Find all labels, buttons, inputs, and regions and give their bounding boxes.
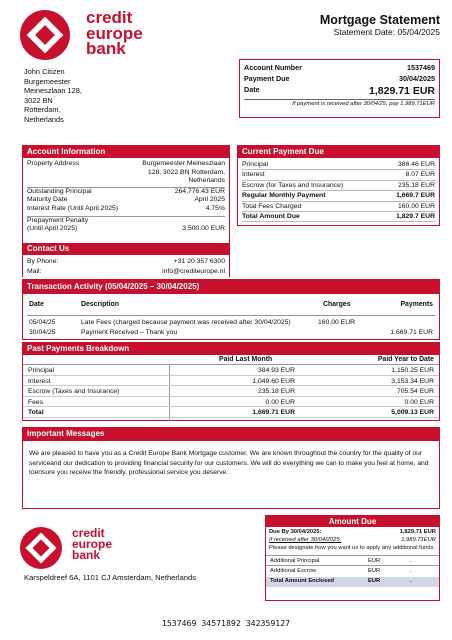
contact-email: info@crediteurope.nl <box>162 267 225 275</box>
divider <box>27 315 435 316</box>
recipient-line: Rotterdam, <box>24 105 61 114</box>
account-number: 1537469 <box>407 63 435 72</box>
payment-due-date: 30/04/2025 <box>399 74 435 83</box>
payment-coupon: Amount Due Due By 30/04/2025: 1,829.71 EUR If received after 30/04/2025: 1,989.71EUR Please designate how you want us to apply any additional funds. Additional Principal EUR . Additional Escrow EUR . Total Amount Enclosed EUR . <box>265 515 440 601</box>
late-payment-note: If payment is received after 30/04/25, pay 1,989.71EUR <box>244 99 435 107</box>
account-info-value: 4.75% <box>205 204 225 212</box>
recipient-line: John Citizen <box>24 67 65 76</box>
past-payment-ytd: 5,009.13 EUR <box>391 409 434 416</box>
account-info-row <box>27 196 225 205</box>
current-payment-value: 386.46 EUR <box>397 161 435 168</box>
past-payment-label: Total <box>28 409 44 416</box>
transaction-activity-title: Transaction Activity (05/04/2025 – 30/04/2025) <box>23 280 439 294</box>
current-payment-row <box>242 191 435 201</box>
amount-due: 1,829.71 EUR <box>369 85 435 97</box>
transaction-date: 30/04/25 <box>29 328 56 336</box>
past-payment-row <box>23 365 439 376</box>
summary-box: Account Number 1537469 Payment Due 30/04/2025 Date 1,829.71 EUR If payment is received after 30/04/25, pay 1,989.71EUR <box>239 59 440 118</box>
account-info-label: Outstanding Principal <box>27 187 92 195</box>
property-address-line: Burgemeester Meineszlaan <box>142 160 225 167</box>
current-payment-row <box>242 202 435 212</box>
account-info-value: April 2025 <box>194 196 225 204</box>
coupon-row <box>266 565 439 576</box>
coupon-due-amount: 1,829.71 EUR <box>399 529 436 535</box>
recipient-line: Netherlands <box>24 114 64 124</box>
past-payment-ytd: 3,153.34 EUR <box>391 377 434 385</box>
current-payment-row <box>242 160 435 170</box>
important-messages-text: We are pleased to have you as a Credit Europe Bank Mortgage customer. We are known throughout the country for the quality of our serviceand our dedication to providing financial security for our customers. We will do everything we can to make you feel at home, and toensure you receive the friendly, professional service you deserve. <box>29 450 429 477</box>
coupon-total-row: Total Amount Enclosed EUR . <box>266 577 439 587</box>
coupon-row-input[interactable]: . <box>410 568 412 575</box>
transaction-activity-section: Transaction Activity (05/04/2025 – 30/04/2025) Date Description Charges Payments 05/04/25 Late Fees (charged because payment was received after 30/04/2025) 160.00 EUR 30/04/25 Payment Received – Thank you 1,669.71 EUR <box>22 279 440 340</box>
statement-date: Statement Date: 05/04/2025 <box>333 27 440 37</box>
coupon-row-input[interactable]: . <box>410 557 412 564</box>
current-payment-value: 8.07 EUR <box>405 171 435 179</box>
bank-logo-footer <box>20 527 62 569</box>
account-info-value: 264,776.43 EUR <box>174 187 225 195</box>
account-info-row <box>27 188 225 197</box>
past-payment-row <box>23 386 439 397</box>
transaction-description: Payment Received – Thank you <box>81 328 178 336</box>
past-payment-row <box>23 376 439 387</box>
recipient-line: Meineszlaan 128, <box>24 86 82 95</box>
transaction-description: Late Fees (charged because payment was received after 30/04/2025) <box>81 319 291 326</box>
current-payment-value: 1,669.7 EUR <box>396 192 435 200</box>
current-payment-label: Principal <box>242 161 269 168</box>
past-payment-row <box>23 407 439 418</box>
contact-title: Contact Us <box>23 243 229 255</box>
micr-line: 1537469 34571892 342359127 <box>161 618 291 628</box>
current-payment-row <box>242 181 435 191</box>
current-payment-row <box>242 212 435 222</box>
contact-phone: +31 20 357 6300 <box>173 258 225 265</box>
past-payment-last-month: 0.00 EUR <box>265 398 295 406</box>
recipient-line: Burgemeester <box>24 76 71 86</box>
transaction-row <box>23 319 439 329</box>
past-payment-last-month: 235.18 EUR <box>257 388 295 395</box>
transaction-charge: 160.00 EUR <box>318 319 356 326</box>
current-payment-row <box>242 170 435 180</box>
prepayment-penalty-value: 3,500.00 EUR <box>182 225 225 233</box>
recipient-line: 3022 BN <box>24 95 53 105</box>
important-messages-title: Important Messages <box>23 428 439 441</box>
past-payment-ytd: 0.00 EUR <box>404 398 434 406</box>
account-info-label: Maturity Date <box>27 196 68 204</box>
current-payment-label: Total Amount Due <box>242 212 300 220</box>
current-payment-label: Total Fees Charged <box>242 202 302 210</box>
account-information-title: Account Information <box>23 146 229 158</box>
bank-logo-footer-text: credit europe bank <box>72 526 113 563</box>
past-payment-label: Escrow (Taxes and Insurance) <box>28 388 120 395</box>
past-payment-label: Principal <box>28 367 55 374</box>
bank-logo <box>20 10 70 60</box>
past-payment-row <box>23 397 439 408</box>
past-payment-last-month: 1,669.71 EUR <box>252 409 295 416</box>
past-payment-label: Fees <box>28 398 44 406</box>
statement-title: Mortgage Statement <box>319 13 440 27</box>
coupon-row-currency: EUR <box>368 568 381 575</box>
bank-logo-text: credit europe bank <box>86 8 143 59</box>
recipient-address <box>24 67 82 124</box>
current-payment-label: Interest <box>242 171 265 179</box>
account-information-section: Account Information Property Address Burgemeester Meineszlaan 128, 3022 BN Rotterdam, Netherlands Outstanding Principal 264,776.43 EUR Maturity Date April 2025 Interest Rate (Until April 2025) 4.75% Prepayment Penalty (Until April 2025) 3,500.00 EUR <box>22 145 230 254</box>
transaction-payment: 1,669.71 EUR <box>390 328 433 336</box>
past-payments-section: Past Payments Breakdown Paid Last Month Paid Year to Date Principal 384.93 EUR 1,150.25 EUR Interest 1,049.60 EUR 3,153.34 EUR Escrow (Taxes and Insurance) 235.18 EUR 705.54 EUR Fees 0.00 EUR 0.00 EUR Total 1,669.71 EUR 5,009.13 EUR <box>22 342 440 421</box>
bank-address: Karspeldreef 6A, 1101 CJ Amsterdam, Netherlands <box>24 573 197 582</box>
past-payments-title: Past Payments Breakdown <box>23 343 439 355</box>
past-payment-ytd: 705.54 EUR <box>396 388 434 395</box>
current-payment-value: 235.18 EUR <box>397 181 435 189</box>
past-payment-last-month: 1,049.60 EUR <box>252 377 295 385</box>
current-payment-section <box>237 145 440 226</box>
current-payment-value: 1,829.7 EUR <box>396 212 435 220</box>
coupon-row-label: Additional Escrow <box>270 568 317 575</box>
property-address <box>142 160 225 186</box>
current-payment-title: Current Payment Due <box>238 146 439 158</box>
property-address-line: Netherlands <box>188 177 225 185</box>
coupon-row <box>266 555 439 566</box>
transaction-date: 05/04/25 <box>29 319 56 326</box>
coupon-title: Amount Due <box>266 516 439 527</box>
transaction-row <box>23 329 439 339</box>
current-payment-value: 160.00 EUR <box>397 202 435 210</box>
account-info-label: Interest Rate (Until April 2025) <box>27 204 119 212</box>
past-payment-ytd: 1,150.25 EUR <box>391 367 434 374</box>
current-payment-label: Escrow (for Taxes and Insurance) <box>242 181 344 189</box>
coupon-row-label: Additional Principal <box>270 557 320 564</box>
property-address-line: 128, 3022 BN Rotterdam, <box>147 168 225 176</box>
important-messages-section <box>22 427 440 509</box>
contact-section: Contact Us By Phone: +31 20 357 6300 Mail: info@crediteurope.nl <box>22 243 230 277</box>
past-payment-label: Interest <box>28 377 51 385</box>
account-info-row <box>27 205 225 214</box>
current-payment-label: Regular Monthly Payment <box>242 192 326 200</box>
coupon-late-amount: 1,989.71EUR <box>401 536 436 543</box>
past-payment-last-month: 384.93 EUR <box>257 367 295 374</box>
coupon-row-currency: EUR <box>368 557 381 564</box>
